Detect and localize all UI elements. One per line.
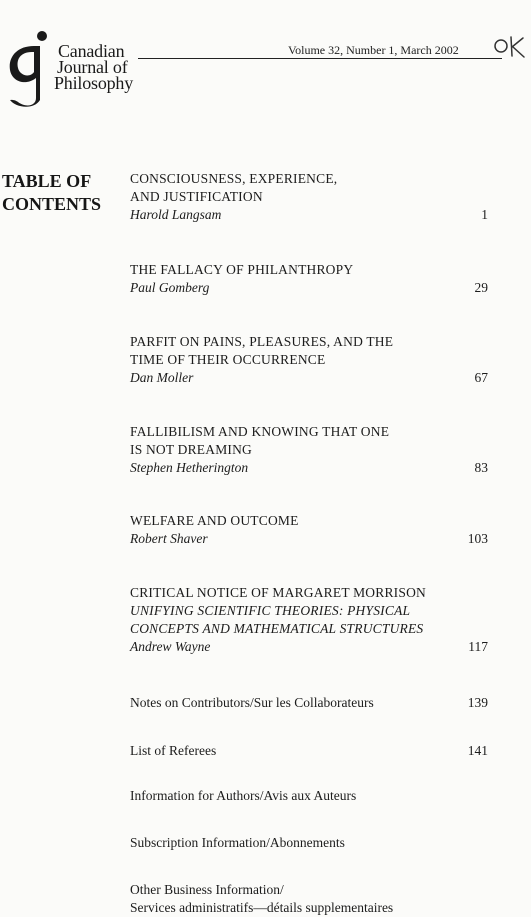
toc-entry[interactable] <box>130 170 500 224</box>
article-title-line: FALLIBILISM AND KNOWING THAT ONE <box>130 424 390 439</box>
section-title: Subscription Information/Abonnements <box>130 835 345 850</box>
toc-entry[interactable] <box>130 423 500 477</box>
toc-entry[interactable] <box>130 584 500 656</box>
article-title-italic-line: UNIFYING SCIENTIFIC THEORIES: PHYSICAL <box>130 603 411 618</box>
page-number: 1 <box>481 207 488 222</box>
toc-heading-line: TABLE OF <box>2 171 92 191</box>
volume-issue-date: Volume 32, Number 1, March 2002 <box>288 43 459 57</box>
page-number: 139 <box>467 695 488 710</box>
article-title-line: CRITICAL NOTICE OF MARGARET MORRISON <box>130 585 426 600</box>
handwritten-ok-mark <box>493 34 527 60</box>
logo-text-line: Philosophy <box>54 73 134 93</box>
section-title: List of Referees <box>130 743 217 758</box>
section-title: Other Business Information/ <box>130 882 284 897</box>
page-number: 103 <box>467 531 488 546</box>
article-author: Paul Gomberg <box>130 280 210 295</box>
article-title-line: THE FALLACY OF PHILANTHROPY <box>130 262 354 277</box>
toc-entry[interactable] <box>130 261 500 297</box>
toc-entry[interactable] <box>130 333 500 387</box>
page-number: 29 <box>474 280 488 295</box>
article-title-italic-line: CONCEPTS AND MATHEMATICAL STRUCTURES <box>130 621 424 636</box>
page-number: 67 <box>474 370 488 385</box>
toc-entry[interactable] <box>130 787 500 805</box>
toc-entry[interactable] <box>130 694 500 712</box>
logo-text-line: Journal of <box>57 57 128 77</box>
toc-entry[interactable] <box>130 512 500 548</box>
article-title-line: CONSCIOUSNESS, EXPERIENCE, <box>130 171 338 186</box>
section-title: Services administratifs—détails supplementaires <box>130 900 394 915</box>
page-number: 83 <box>474 460 488 475</box>
page-number: 117 <box>468 639 488 654</box>
article-author: Andrew Wayne <box>130 639 211 654</box>
article-title-line: IS NOT DREAMING <box>130 442 253 457</box>
toc-entry[interactable] <box>130 742 500 760</box>
toc-heading-line: CONTENTS <box>2 194 102 214</box>
article-author: Dan Moller <box>130 370 194 385</box>
section-title: Notes on Contributors/Sur les Collaborateurs <box>130 695 374 710</box>
logo-text-line: Canadian <box>58 41 125 61</box>
article-author: Harold Langsam <box>130 207 222 222</box>
page-number: 141 <box>467 743 488 758</box>
journal-logo-icon <box>4 28 64 108</box>
journal-header <box>0 0 531 110</box>
article-title-line: PARFIT ON PAINS, PLEASURES, AND THE <box>130 334 394 349</box>
article-title-line: WELFARE AND OUTCOME <box>130 513 299 528</box>
article-title-line: TIME OF THEIR OCCURRENCE <box>130 352 326 367</box>
header-rule <box>138 58 502 59</box>
table-of-contents-heading <box>2 170 101 216</box>
toc-entry[interactable] <box>130 881 500 917</box>
toc-entry[interactable] <box>130 834 500 852</box>
article-title-line: AND JUSTIFICATION <box>130 189 263 204</box>
section-title: Information for Authors/Avis aux Auteurs <box>130 788 357 803</box>
article-author: Stephen Hetherington <box>130 460 249 475</box>
article-author: Robert Shaver <box>130 531 208 546</box>
